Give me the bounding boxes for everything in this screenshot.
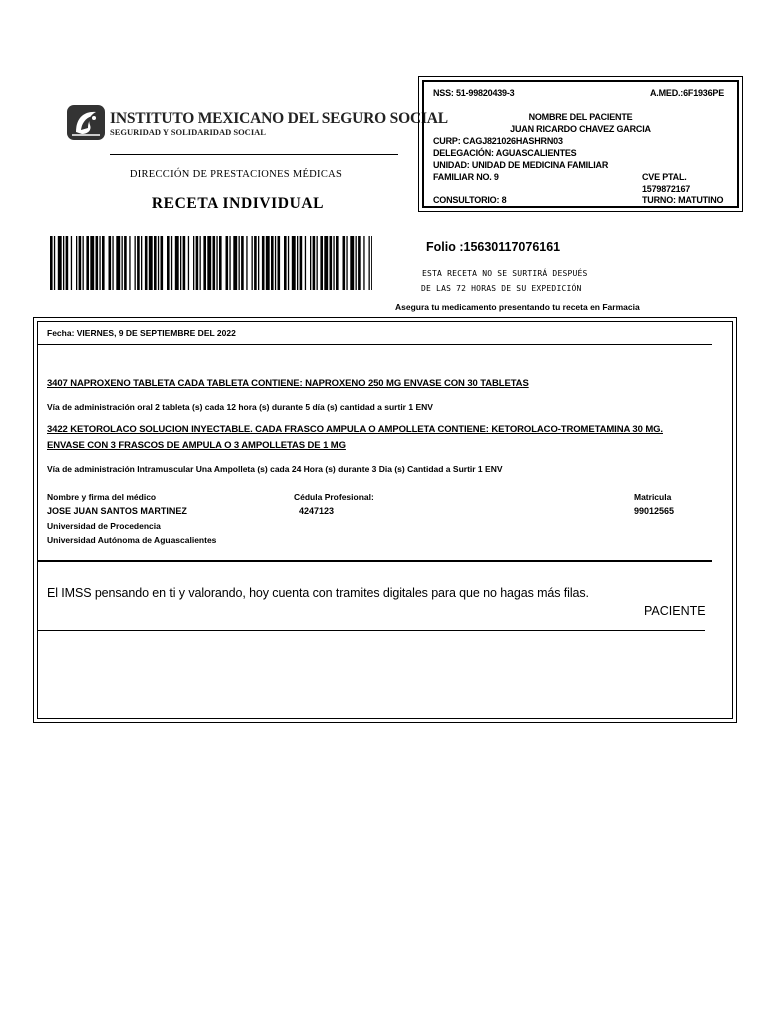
amed: A.MED.:6F1936PE <box>650 88 725 98</box>
matricula-label: Matricula <box>634 492 672 502</box>
signature-divider <box>38 560 712 562</box>
imss-eagle-icon <box>66 104 108 142</box>
footer-divider <box>38 630 705 631</box>
consultorio: CONSULTORIO: 8 <box>433 195 507 205</box>
medication-2-title-cont: ENVASE CON 3 FRASCOS DE AMPULA O 3 AMPOLLETAS DE 1 MG <box>47 440 346 451</box>
expiry-notice-line1: ESTA RECETA NO SE SURTIRÁ DESPUÉS <box>422 269 588 278</box>
delegacion: DELEGACIÓN: AGUASCALIENTES <box>433 148 577 158</box>
patient-info-box <box>418 76 743 212</box>
medication-1-dosage: Vía de administración oral 2 tableta (s) cada 12 hora (s) durante 5 día (s) cantidad a surtir 1 ENV <box>47 402 433 412</box>
prescription-box <box>33 317 737 723</box>
folio: Folio :15630117076161 <box>426 240 561 254</box>
medication-2-dosage: Vía de administración Intramuscular Una Ampolleta (s) cada 24 Hora (s) durante 3 Dia (s) Cantidad a Surtir 1 ENV <box>47 464 503 474</box>
matricula-value: 99012565 <box>634 506 675 516</box>
expiry-notice-line2: DE LAS 72 HORAS DE SU EXPEDICIÓN <box>421 284 582 293</box>
barcode <box>50 236 372 290</box>
imss-logo <box>66 104 448 142</box>
direction-label: DIRECCIÓN DE PRESTACIONES MÉDICAS <box>129 169 343 180</box>
medication-2-title: 3422 KETOROLACO SOLUCION INYECTABLE. CADA FRASCO AMPULA O AMPOLLETA CONTIENE: KETOROLACO-TROMETAMINA 30 MG. <box>47 424 663 435</box>
unidad: UNIDAD: UNIDAD DE MEDICINA FAMILIAR <box>433 160 609 170</box>
copy-label: PACIENTE <box>644 604 706 618</box>
fecha: Fecha: VIERNES, 9 DE SEPTIEMBRE DEL 2022 <box>47 328 236 338</box>
institution-tagline: SEGURIDAD Y SOLIDARIDAD SOCIAL <box>110 127 266 137</box>
imss-message: El IMSS pensando en ti y valorando, hoy cuenta con tramites digitales para que no hagas más filas. <box>47 586 589 600</box>
doctor-name: JOSE JUAN SANTOS MARTINEZ <box>47 506 187 516</box>
pharmacy-notice: Asegura tu medicamento presentando tu receta en Farmacia <box>395 302 640 312</box>
turno: TURNO: MATUTINO <box>642 195 724 205</box>
cve-value: 1579872167 <box>642 184 691 194</box>
institution-name: INSTITUTO MEXICANO DEL SEGURO SOCIAL <box>110 110 448 127</box>
cve-label: CVE PTAL. <box>642 172 687 182</box>
fecha-divider <box>38 344 712 345</box>
university-name: Universidad Autónoma de Aguascalientes <box>47 535 217 545</box>
nss: NSS: 51-99820439-3 <box>433 88 515 98</box>
header-divider <box>110 154 398 155</box>
patient-name-label: NOMBRE DEL PACIENTE <box>528 112 633 122</box>
cedula-label: Cédula Profesional: <box>294 492 374 502</box>
patient-name: JUAN RICARDO CHAVEZ GARCIA <box>510 124 651 134</box>
medication-1-title: 3407 NAPROXENO TABLETA CADA TABLETA CONTIENE: NAPROXENO 250 MG ENVASE CON 30 TABLETAS <box>47 378 529 389</box>
familiar: FAMILIAR NO. 9 <box>433 172 499 182</box>
doctor-name-label: Nombre y firma del médico <box>47 492 157 502</box>
cedula-value: 4247123 <box>299 506 335 516</box>
document-title: RECETA INDIVIDUAL <box>151 195 325 212</box>
university-label: Universidad de Procedencia <box>47 521 161 531</box>
curp: CURP: CAGJ821026HASHRN03 <box>433 136 563 146</box>
